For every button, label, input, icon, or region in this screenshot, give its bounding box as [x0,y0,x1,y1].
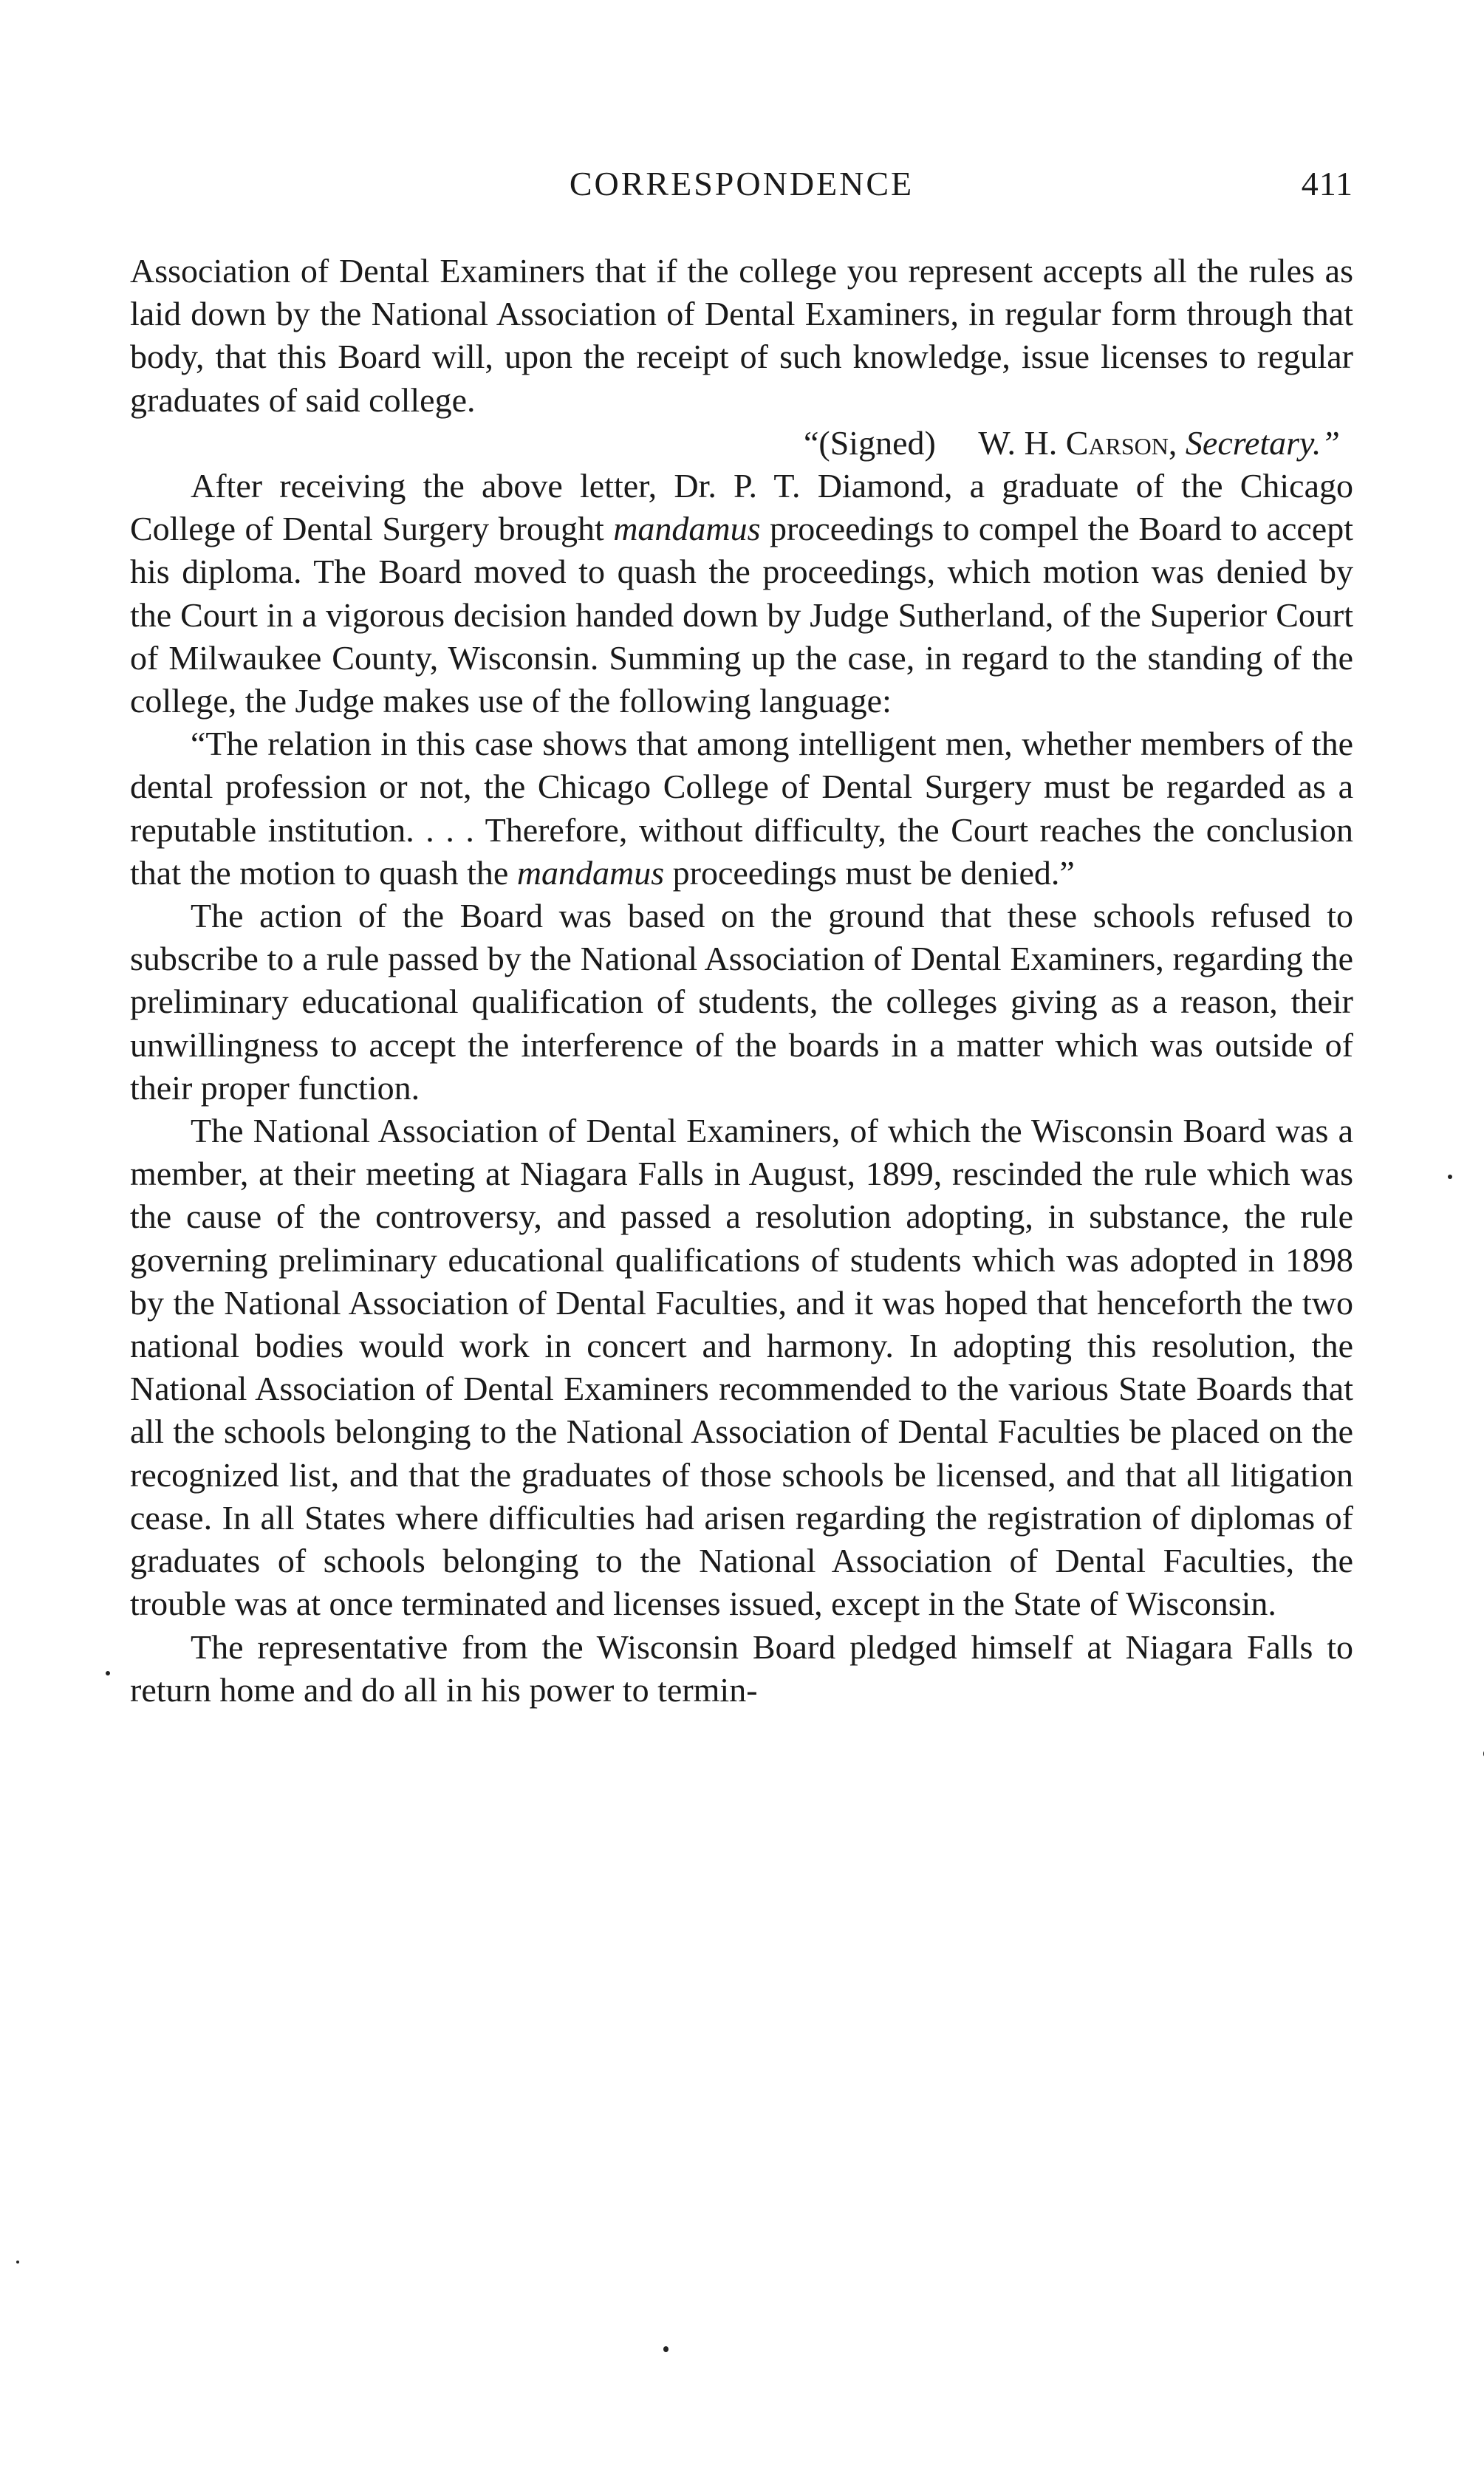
running-head [130,164,1353,216]
signature-title: Secretary.” [1185,423,1340,462]
print-speck [663,2346,669,2352]
paragraph-wisconsin-representative [130,1626,1353,1712]
paragraph-text: “The relation in this case shows that among intelligent men, whether members of the dental profession or not, the Chicago College of Dental Surgery must be regarded as a reputable institution. . . . Therefore, without difficulty, the Court reaches the conclusion that the motion to quash the [130,725,1353,892]
signature-prefix: “(Signed) [803,423,936,462]
paragraph-diamond-case [130,465,1353,722]
court-quotation [130,722,1353,895]
paragraph-continued-letter [130,250,1353,422]
paragraph-text: proceedings to compel the Board to accept his diploma. The Board moved to quash the proceedings, which motion was denied by the Court in a vigorous decision handed down by Judge Sutherland, of the Superior Court of Milwaukee County, Wisconsin. Summing up the case, in regard to the standing of the college, the Judge makes use of the following language: [130,510,1353,720]
paragraph-text: The National Association of Dental Examiners, of which the Wisconsin Board was a member, at their meeting at Niagara Falls in August, 1899, rescinded the rule which was the cause of the controversy, and passed a resolution adopting, in substance, the rule governing preliminary educational qualifications of students which was adopted in 1898 by the National Association of Dental Faculties, and it was hoped that henceforth the two national bodies would work in concert and harmony. In adopting this resolution, the National Association of Dental Examiners recommended to the various State Boards that all the schools belonging to the National Association of Dental Faculties be placed on the recognized list, and that the graduates of those schools be licensed, and that all litigation cease. In all States where difficulties had arisen regarding the registration of diplomas of graduates of schools belonging to the National Association of Dental Faculties, the trouble was at once terminated and licenses issued, except in the State of Wisconsin. [130,1112,1353,1623]
letter-signature [130,422,1353,465]
paragraph-national-association [130,1110,1353,1625]
signature-name: W. H. Carson, [978,423,1177,462]
print-speck [16,2261,19,2264]
page-number: 411 [1301,165,1353,202]
print-speck [106,1671,110,1675]
paragraph-text: Association of Dental Examiners that if the college you represent accepts all the rules as laid down by the National Association of Dental Examiners, in regular form through that body, that this Board will, upon the receipt of such knowledge, issue licenses to regular graduates of said college. [130,252,1353,419]
paragraph-text: The action of the Board was based on the ground that these schools refused to subscribe to a rule passed by the National Association of Dental Examiners, regarding the preliminary educational qualification of students, the colleges giving as a reason, their unwillingness to accept the interference of the boards in a matter which was outside of their proper function. [130,897,1353,1107]
body-text [130,250,1353,1712]
paragraph-text: proceedings must be denied.” [664,853,1075,892]
document-page [130,0,1353,2477]
paragraph-text: The representative from the Wisconsin Board pledged himself at Niagara Falls to return home and do all in his power to termin- [130,1627,1353,1709]
italic-term: mandamus [516,853,665,892]
print-speck [1448,1175,1452,1179]
paragraph-text: After receiving the above letter, Dr. P. T. Diamond, a graduate of the Chicago College of Dental Surgery brought [130,467,1353,548]
italic-term: mandamus [613,510,761,548]
paragraph-board-action [130,895,1353,1110]
running-title: CORRESPONDENCE [569,165,914,202]
